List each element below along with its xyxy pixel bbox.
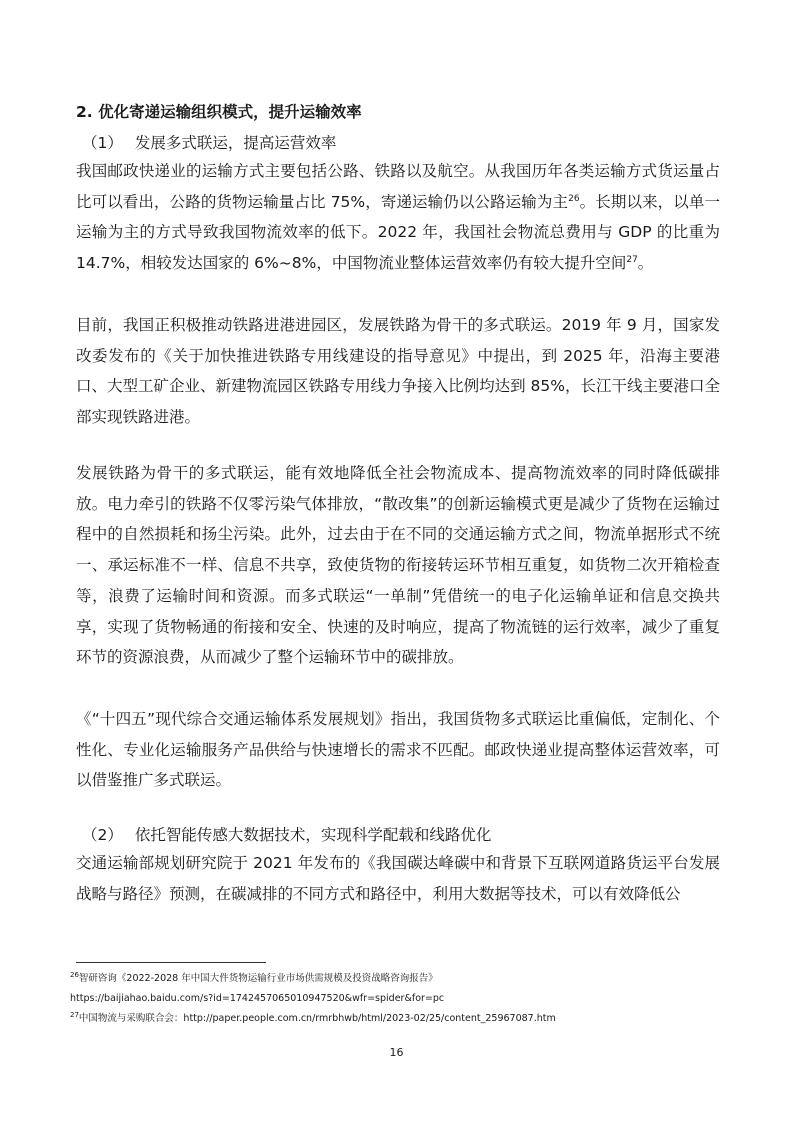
paragraph-text: 。 (637, 254, 654, 273)
footnote-separator (76, 962, 266, 963)
footnote-text[interactable]: 中国物流与采购联合会：http://paper.people.com.cn/rmrbhwb/html/2023-02/25/content_25967087.htm (78, 1013, 556, 1024)
footnote-ref-27[interactable]: 27 (626, 255, 638, 266)
subsection-title: 依托智能传感大数据技术，实现科学配载和线路优化 (134, 826, 492, 844)
paragraph-1 (76, 156, 720, 279)
footnote-27 (70, 1012, 556, 1026)
footnote-marker: 26 (70, 971, 79, 979)
footnote-marker: 27 (70, 1011, 79, 1019)
subsection-heading-2 (76, 824, 491, 846)
footnote-26-link[interactable]: https://baijiahao.baidu.com/s?id=1742457065010947520&wfr=spider&for=pc (70, 993, 445, 1004)
page-number: 16 (389, 1046, 404, 1059)
paragraph-2: 目前，我国正积极推动铁路进港进园区，发展铁路为骨干的多式联运。2019 年 9 月，国家发改委发布的《关于加快推进铁路专用线建设的指导意见》中提出，到 2025 年，沿海主要港口、大型工矿企业、新建物流园区铁路专用线力争接入比例均达到 85%，长江干线主要港口全部实现铁路进港。 (76, 316, 720, 427)
paragraph-4: 《“十四五”现代综合交通运输体系发展规划》指出，我国货物多式联运比重偏低，定制化、个性化、专业化运输服务产品供给与快速增长的需求不匹配。邮政快递业提高整体运营效率，可以借鉴推广多式联运。 (76, 710, 720, 790)
subsection-title: 发展多式联运，提高运营效率 (134, 134, 337, 152)
subsection-number: （1） (82, 134, 123, 152)
section-heading: 2. 优化寄递运输组织模式，提升运输效率 (76, 103, 362, 121)
footnote-text: 智研咨询《2022-2028 年中国大件货物运输行业市场供需规模及投资战略咨询报告》 (78, 973, 438, 984)
footnote-ref-26[interactable]: 26 (568, 193, 580, 204)
subsection-number: （2） (82, 826, 123, 844)
subsection-heading-1 (76, 132, 336, 154)
paragraph-3: 发展铁路为骨干的多式联运，能有效地降低全社会物流成本、提高物流效率的同时降低碳排放。电力牵引的铁路不仅零污染气体排放，“散改集”的创新运输模式更是减少了货物在运输过程中的自然损耗和扬尘污染。此外，过去由于在不同的交通运输方式之间，物流单据形式不统一、承运标准不一样、信息不共享，致使货物的衔接转运环节相互重复，如货物二次开箱检查等，浪费了运输时间和资源。而多式联运“一单制”凭借统一的电子化运输单证和信息交换共享，实现了货物畅通的衔接和安全、快速的及时响应，提高了物流链的运行效率，减少了重复环节的资源浪费，从而减少了整个运输环节中的碳排放。 (76, 464, 720, 667)
paragraph-text: 我国邮政快递业的运输方式主要包括公路、铁路以及航空。从我国历年各类运输方式货运量占比可以看出，公路的货物运输量占比 75%，寄递运输仍以公路运输为主 (76, 162, 720, 211)
paragraph-5: 交通运输部规划研究院于 2021 年发布的《我国碳达峰碳中和背景下互联网道路货运平台发展战略与路径》预测，在碳减排的不同方式和路径中，利用大数据等技术，可以有效降低公 (76, 854, 720, 903)
paragraph-text: 。长期以来，以单一运输为主的方式导致我国物流效率的低下。2022 年，我国社会物流总费用与 GDP 的比重为 14.7%，相较发达国家的 6%~8%，中国物流业整体运营效率仍有较大提升空间 (76, 192, 720, 273)
footnote-26 (70, 972, 438, 986)
